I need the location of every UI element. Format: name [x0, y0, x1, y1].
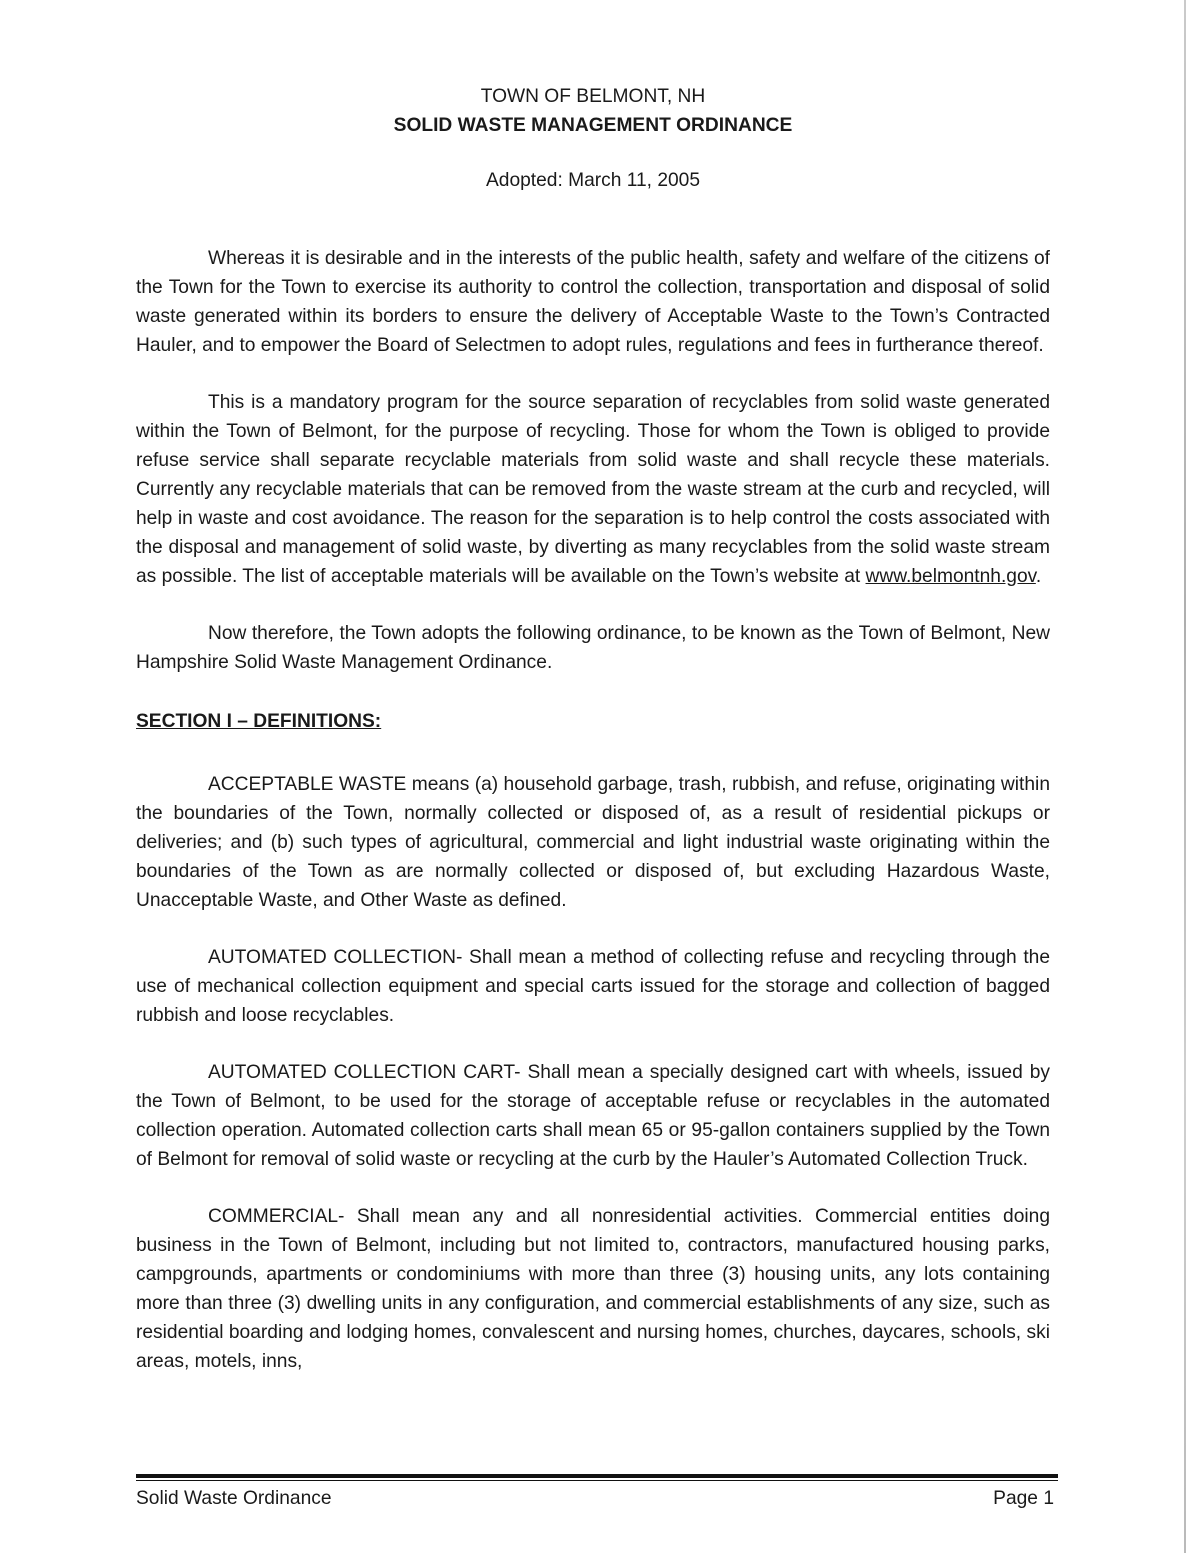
footer-page-number: Page 1: [993, 1488, 1054, 1509]
ordinance-title: SOLID WASTE MANAGEMENT ORDINANCE: [393, 115, 793, 136]
town-heading: TOWN OF BELMONT, NH: [480, 86, 706, 107]
preamble-paragraph-1: Whereas it is desirable and in the interests of the public health, safety and welfare of the citizens of the Town for the Town to exercise its authority to control the collection, transportation and disposal of solid waste generated within its borders to ensure the delivery of Acceptable Waste to the Town’s Contracted Hauler, and to empower the Board of Selectmen to adopt rules, regulations and fees in furtherance thereof.: [136, 248, 1050, 356]
preamble-paragraph-2-text: This is a mandatory program for the source separation of recyclables from solid waste generated within the Town of Belmont, for the purpose of recycling. Those for whom the Town is obliged to provide refuse service shall separate recyclable materials from solid waste and shall recycle these materials. Currently any recyclable materials that can be removed from the waste stream at the curb and recycled, will help in waste and cost avoidance. The reason for the separation is to help control the costs associated with the disposal and management of solid waste, by diverting as many recyclables from the solid waste stream as possible. The list of acceptable materials will be available on the Town’s website at: [136, 392, 1050, 587]
website-link[interactable]: www.belmontnh.gov: [865, 566, 1036, 587]
scan-edge-line: [1184, 0, 1186, 1553]
preamble-paragraph-3: Now therefore, the Town adopts the following ordinance, to be known as the Town of Belmont, New Hampshire Solid Waste Management Ordinance.: [136, 623, 1050, 673]
footer-rule-thin: [136, 1480, 1058, 1481]
preamble-paragraph-2: [136, 388, 1050, 591]
definition-commercial: COMMERCIAL- Shall mean any and all nonresidential activities. Commercial entities doing business in the Town of Belmont, including but not limited to, contractors, manufactured housing parks, campgrounds, apartments or condominiums with more than three (3) housing units, any lots containing more than three (3) dwelling units in any configuration, and commercial establishments of any size, such as residential boarding and lodging homes, convalescent and nursing homes, churches, daycares, schools, ski areas, motels, inns,: [136, 1206, 1050, 1372]
preamble-paragraph-2-end: .: [1035, 566, 1042, 587]
definition-automated-collection-cart: AUTOMATED COLLECTION CART- Shall mean a specially designed cart with wheels, issued by the Town of Belmont, to be used for the storage of acceptable refuse or recyclables in the automated collection operation. Automated collection carts shall mean 65 or 95-gallon containers supplied by the Town of Belmont for removal of solid waste or recycling at the curb by the Hauler’s Automated Collection Truck.: [136, 1062, 1050, 1170]
definition-automated-collection: AUTOMATED COLLECTION- Shall mean a method of collecting refuse and recycling through the use of mechanical collection equipment and special carts issued for the storage and collection of bagged rubbish and loose recyclables.: [136, 947, 1050, 1026]
footer-rule: [136, 1474, 1058, 1478]
adopted-date: Adopted: March 11, 2005: [485, 170, 701, 191]
document-page: [136, 82, 1050, 1376]
footer-document-name: Solid Waste Ordinance: [136, 1488, 332, 1509]
definition-acceptable-waste: ACCEPTABLE WASTE means (a) household garbage, trash, rubbish, and refuse, originating within the boundaries of the Town, normally collected or disposed of, as a result of residential pickups or deliveries; and (b) such types of agricultural, commercial and light industrial waste originating within the boundaries of the Town as are normally collected or disposed of, but excluding Hazardous Waste, Unacceptable Waste, and Other Waste as defined.: [136, 774, 1050, 911]
section-heading: SECTION I – DEFINITIONS:: [136, 711, 382, 732]
